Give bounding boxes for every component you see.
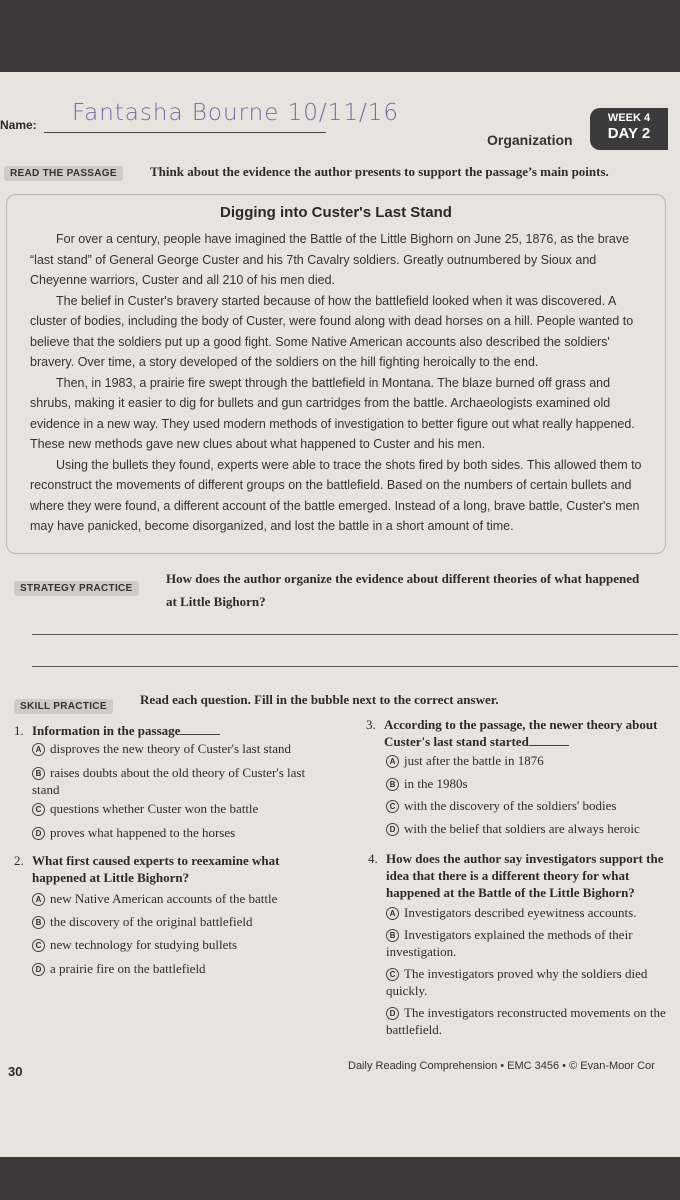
q1-option-c[interactable]: [32, 800, 332, 817]
day-label: DAY 2: [607, 125, 651, 142]
question-number: 4.: [368, 851, 378, 866]
option-text: with the belief that soldiers are always heroic: [404, 821, 640, 836]
name-row: [0, 100, 470, 140]
answer-line-1[interactable]: [32, 634, 678, 635]
answer-bubble[interactable]: B: [386, 778, 399, 791]
passage-paragraph: The belief in Custer's bravery started because of how the battlefield looked when it was discovered. A cluster of bodies, including the body of Custer, were found along with dead horses on a hill. People wanted to believe that the soldiers put up a good fight. Some Native American accounts also described the soldiers' bravery. Over time, a story developed of the soldiers on the hill fighting heroically to the end.: [30, 293, 634, 369]
passage-paragraph: Using the bullets they found, experts were able to trace the shots fired by both sides. This allowed them to reconstruct the movements of different groups on the battlefield. Based on the numbers of certain bullets and where they were found, a different account of the battle emerged. Instead of a long, brave battle, Custer's men may have panicked, become disorganized, and lost the battle in a short amount of time.: [30, 457, 642, 533]
category-label: Organization: [487, 132, 573, 148]
week-label: WEEK 4: [607, 112, 651, 124]
handwritten-name: Fantasha Bourne 10/11/16: [72, 100, 399, 126]
q3-option-c[interactable]: [386, 797, 676, 814]
option-text: just after the battle in 1876: [404, 753, 544, 768]
q1-option-b[interactable]: [32, 764, 332, 798]
question-stem: Information in the passage: [32, 723, 181, 738]
answer-line-2[interactable]: [32, 666, 678, 667]
page-number: 30: [8, 1064, 23, 1079]
option-text: disproves the new theory of Custer's last stand: [50, 741, 291, 756]
answer-bubble[interactable]: C: [386, 800, 399, 813]
answer-bubble[interactable]: A: [386, 755, 399, 768]
q1-option-a[interactable]: [32, 740, 332, 757]
passage-title: Digging into Custer's Last Stand: [220, 204, 452, 221]
answer-bubble[interactable]: C: [32, 803, 45, 816]
q3-option-a[interactable]: [386, 752, 676, 769]
answer-bubble[interactable]: B: [32, 916, 45, 929]
answer-bubble[interactable]: B: [32, 767, 45, 780]
q3-option-d[interactable]: [386, 820, 676, 837]
option-text: a prairie fire on the battlefield: [50, 961, 206, 976]
question-number: 3.: [366, 717, 376, 732]
question-4: [368, 850, 676, 901]
option-text: with the discovery of the soldiers' bodies: [404, 798, 617, 813]
option-text: new technology for studying bullets: [50, 937, 238, 952]
read-passage-instruction: Think about the evidence the author presents to support the passage’s main points.: [150, 164, 609, 179]
answer-bubble[interactable]: D: [32, 963, 45, 976]
passage-body: [30, 229, 646, 537]
option-text: The investigators proved why the soldiers died quickly.: [386, 966, 648, 998]
read-passage-tag: READ THE PASSAGE: [4, 166, 123, 181]
question-3: [366, 716, 674, 750]
q2-option-a[interactable]: [32, 890, 332, 907]
answer-bubble[interactable]: D: [386, 1007, 399, 1020]
answer-bubble[interactable]: D: [386, 823, 399, 836]
answer-blank: [529, 745, 569, 746]
answer-bubble[interactable]: B: [386, 929, 399, 942]
option-text: The investigators reconstructed movements on the battlefield.: [386, 1005, 666, 1037]
q4-option-c[interactable]: [386, 965, 676, 999]
answer-bubble[interactable]: C: [32, 939, 45, 952]
q4-option-b[interactable]: [386, 926, 676, 960]
name-line: [44, 132, 326, 133]
answer-bubble[interactable]: A: [32, 743, 45, 756]
strategy-practice-tag: STRATEGY PRACTICE: [14, 581, 139, 596]
option-text: the discovery of the original battlefield: [50, 914, 253, 929]
q1-option-d[interactable]: [32, 824, 332, 841]
answer-bubble[interactable]: A: [386, 907, 399, 920]
option-text: raises doubts about the old theory of Custer's last stand: [32, 765, 306, 797]
option-text: new Native American accounts of the battle: [50, 891, 278, 906]
q4-option-d[interactable]: [386, 1004, 676, 1038]
question-stem: How does the author say investigators support the idea that there is a different theory for what happened at the Battle of the Little Bighorn?: [386, 851, 664, 900]
answer-bubble[interactable]: D: [32, 827, 45, 840]
option-text: questions whether Custer won the battle: [50, 801, 259, 816]
strategy-question-line2: at Little Bighorn?: [166, 594, 266, 609]
option-text: Investigators described eyewitness accounts.: [404, 905, 637, 920]
q4-option-a[interactable]: [386, 904, 676, 921]
passage-paragraph: For over a century, people have imagined the Battle of the Little Bighorn on June 25, 1876, as the brave “last stand” of General George Custer and his 7th Cavalry soldiers. Greatly outnumbered by Sioux and Cheyenne warriors, Custer and all 210 of his men died.: [30, 232, 630, 287]
strategy-question-line1: How does the author organize the evidence about different theories of what happened: [166, 571, 640, 586]
question-1: [14, 722, 332, 739]
name-label: Name:: [0, 118, 37, 132]
skill-practice-instruction: Read each question. Fill in the bubble next to the correct answer.: [140, 692, 499, 707]
footer-credit: Daily Reading Comprehension • EMC 3456 • © Evan-Moor Cor: [348, 1060, 655, 1072]
answer-bubble[interactable]: A: [32, 893, 45, 906]
question-number: 2.: [14, 853, 24, 868]
q2-option-d[interactable]: [32, 960, 332, 977]
q3-option-b[interactable]: [386, 775, 676, 792]
skill-practice-tag: SKILL PRACTICE: [14, 699, 113, 714]
q2-option-b[interactable]: [32, 913, 332, 930]
option-text: proves what happened to the horses: [50, 825, 236, 840]
answer-bubble[interactable]: C: [386, 968, 399, 981]
question-stem: What first caused experts to reexamine what happened at Little Bighorn?: [32, 853, 280, 885]
q2-option-c[interactable]: [32, 936, 332, 953]
passage-paragraph: Then, in 1983, a prairie fire swept through the battlefield in Montana. The blaze burned off grass and shrubs, making it easier to dig for bullets and gun cartridges from the battle. Archaeologists examined old evidence in a new way. They used modern methods of investigation to better figure out what really happened. These new methods gave new clues about what happened to Custer and his men.: [30, 375, 635, 451]
option-text: in the 1980s: [404, 776, 468, 791]
question-stem: According to the passage, the newer theory about Custer's last stand started: [384, 717, 658, 749]
answer-blank: [180, 734, 220, 735]
question-2: [14, 852, 312, 886]
week-day-badge: [590, 108, 668, 150]
question-number: 1.: [14, 723, 24, 738]
option-text: Investigators explained the methods of their investigation.: [386, 927, 633, 959]
